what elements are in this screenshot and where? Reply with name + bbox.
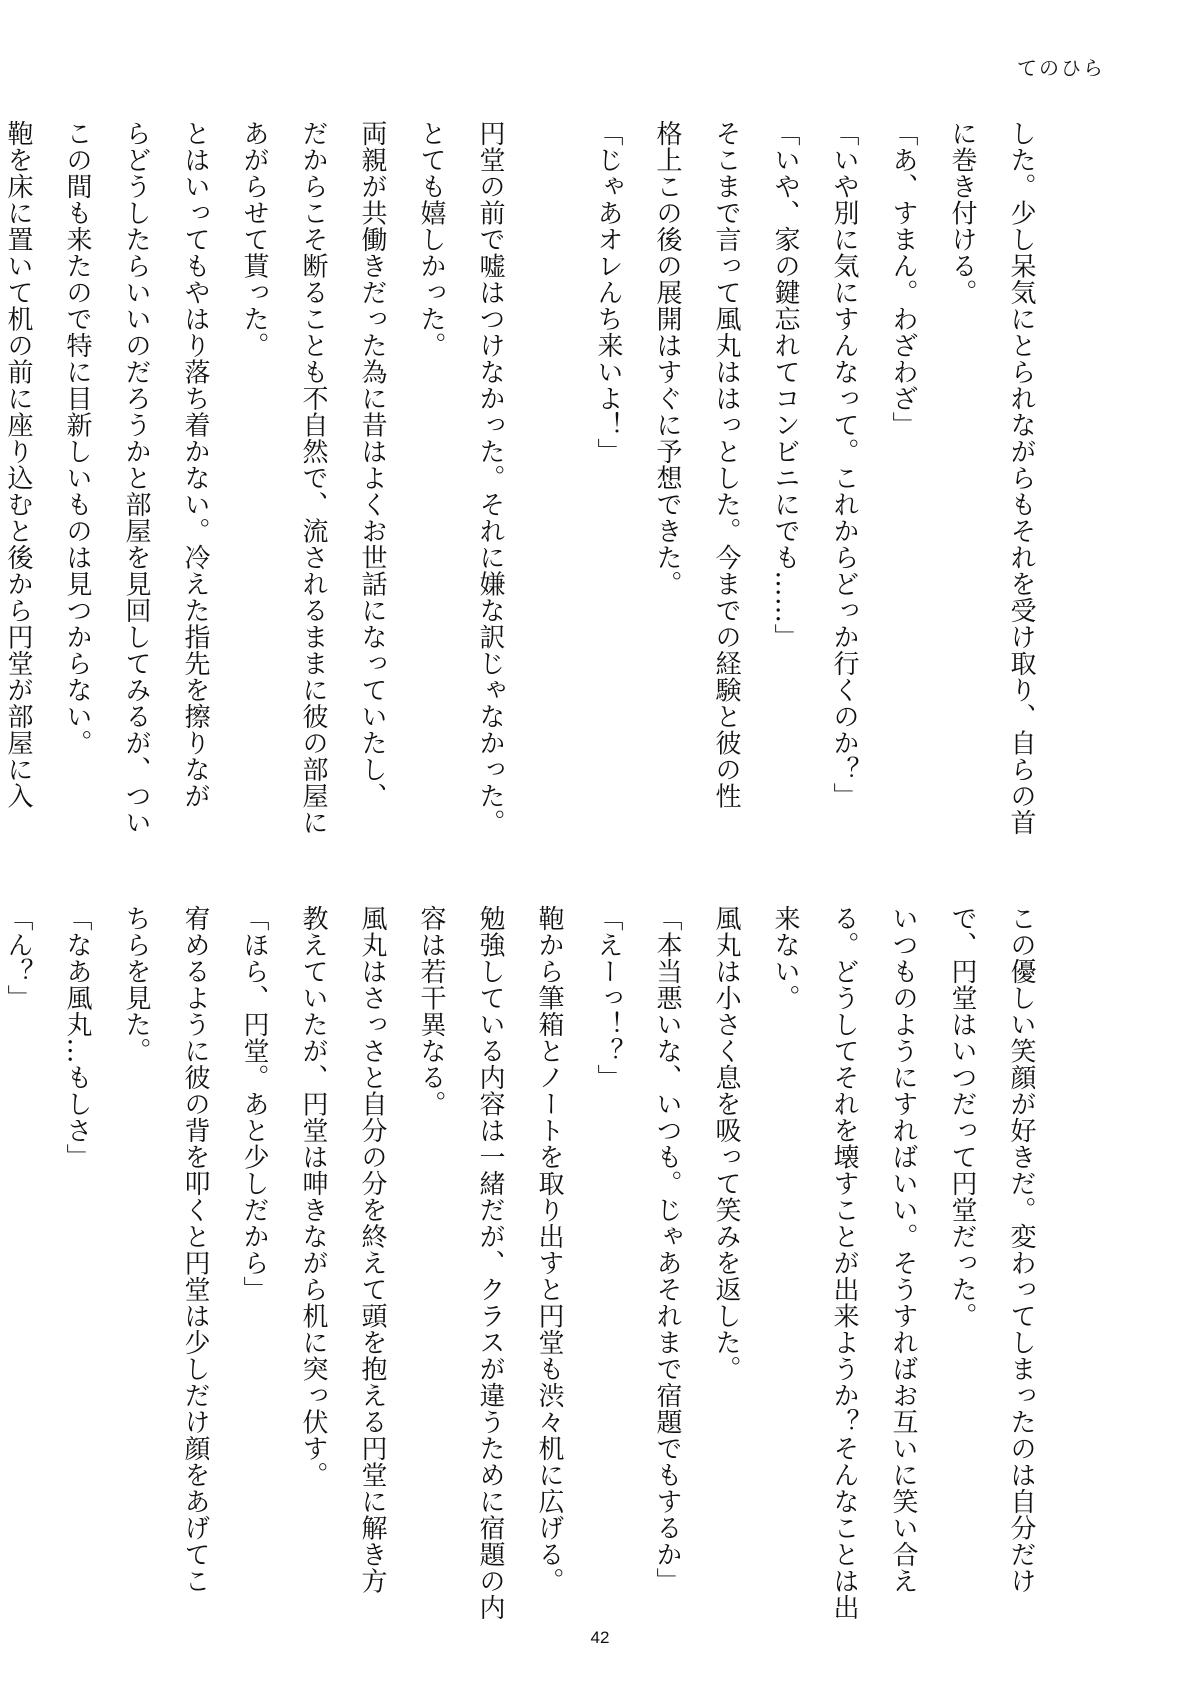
page-number: 42 — [590, 1628, 610, 1647]
text-line — [519, 120, 578, 820]
text-line: 教えていたが、円堂は呻きながら机に突っ伏す。 — [298, 905, 328, 1488]
text-line: で、円堂はいつだって円堂だった。 — [947, 905, 977, 1329]
text-line: る。どうしてそれを壊すことが出来ようか？そんなことは出 — [829, 905, 859, 1621]
text-line: 来ない。 — [770, 905, 800, 1011]
text-line: 宥めるように彼の背を叩くと円堂は少しだけ顔をあげてこ — [180, 905, 210, 1594]
text-line: に巻き付ける。 — [947, 120, 977, 306]
text-line: 「えーっ！？」 — [593, 905, 623, 1091]
text-line: 円堂の前で嘘はつけなかった。それに嫌な訳じゃなかった。 — [475, 120, 505, 836]
text-line: この間も来たので特に目新しいものは見つからない。 — [62, 120, 92, 756]
text-line: そこまで言って風丸ははっとした。今までの経験と彼の性 — [711, 120, 741, 809]
text-line: 鞄を床に置いて机の前に座り込むと後から円堂が部屋に入 — [3, 120, 33, 809]
text-line: 「じゃあオレんち来いよ！」 — [593, 120, 623, 465]
text-line: いつものようにすればいい。そうすればお互いに笑い合え — [888, 905, 918, 1594]
text-line: 「いや別に気にすんなって。これからどっか行くのか？」 — [829, 120, 859, 809]
running-header: てのひら — [1017, 56, 1105, 80]
text-line: 格上この後の展開はすぐに予想できた。 — [652, 120, 682, 597]
text-line: 「本当悪いな、いつも。じゃあそれまで宿題でもするか」 — [652, 905, 682, 1594]
text-line: ちらを見た。 — [121, 905, 151, 1064]
body-text-bottom — [3, 905, 1050, 1625]
text-line: 風丸は小さく息を吸って笑みを返した。 — [711, 905, 741, 1382]
text-line: 鞄から筆箱とノートを取り出すと円堂も渋々机に広げる。 — [534, 905, 564, 1594]
text-line: とはいってもやはり落ち着かない。冷えた指先を擦りなが — [180, 120, 210, 809]
text-line: 勉強している内容は一緒だが、クラスが違うために宿題の内 — [475, 905, 505, 1621]
text-line: とても嬉しかった。 — [416, 120, 446, 359]
text-line: 風丸はさっさと自分の分を終えて頭を抱える円堂に解き方 — [357, 905, 387, 1594]
text-line: した。少し呆気にとられながらもそれを受け取り、自らの首 — [1006, 120, 1036, 836]
text-line: 「なあ風丸…もしさ」 — [62, 905, 92, 1170]
body-text-top — [3, 120, 1050, 836]
text-line: 「ん？」 — [3, 905, 33, 1011]
text-line: だからこそ断ることも不自然で、流されるままに彼の部屋に — [298, 120, 328, 836]
text-line: 「あ、すまん。わざわざ」 — [888, 120, 918, 438]
text-line: あがらせて貰った。 — [239, 120, 269, 359]
text-line: 容は若干異なる。 — [416, 905, 446, 1117]
text-line: 「ほら、円堂。あと少しだから」 — [239, 905, 269, 1303]
text-line: 「いや、家の鍵忘れてコンビニにでも……」 — [770, 120, 800, 650]
text-line: らどうしたらいいのだろうかと部屋を見回してみるが、つい — [121, 120, 151, 836]
text-line: 両親が共働きだった為に昔はよくお世話になっていたし、 — [357, 120, 387, 809]
text-line: この優しい笑顔が好きだ。変わってしまったのは自分だけ — [1006, 905, 1036, 1594]
